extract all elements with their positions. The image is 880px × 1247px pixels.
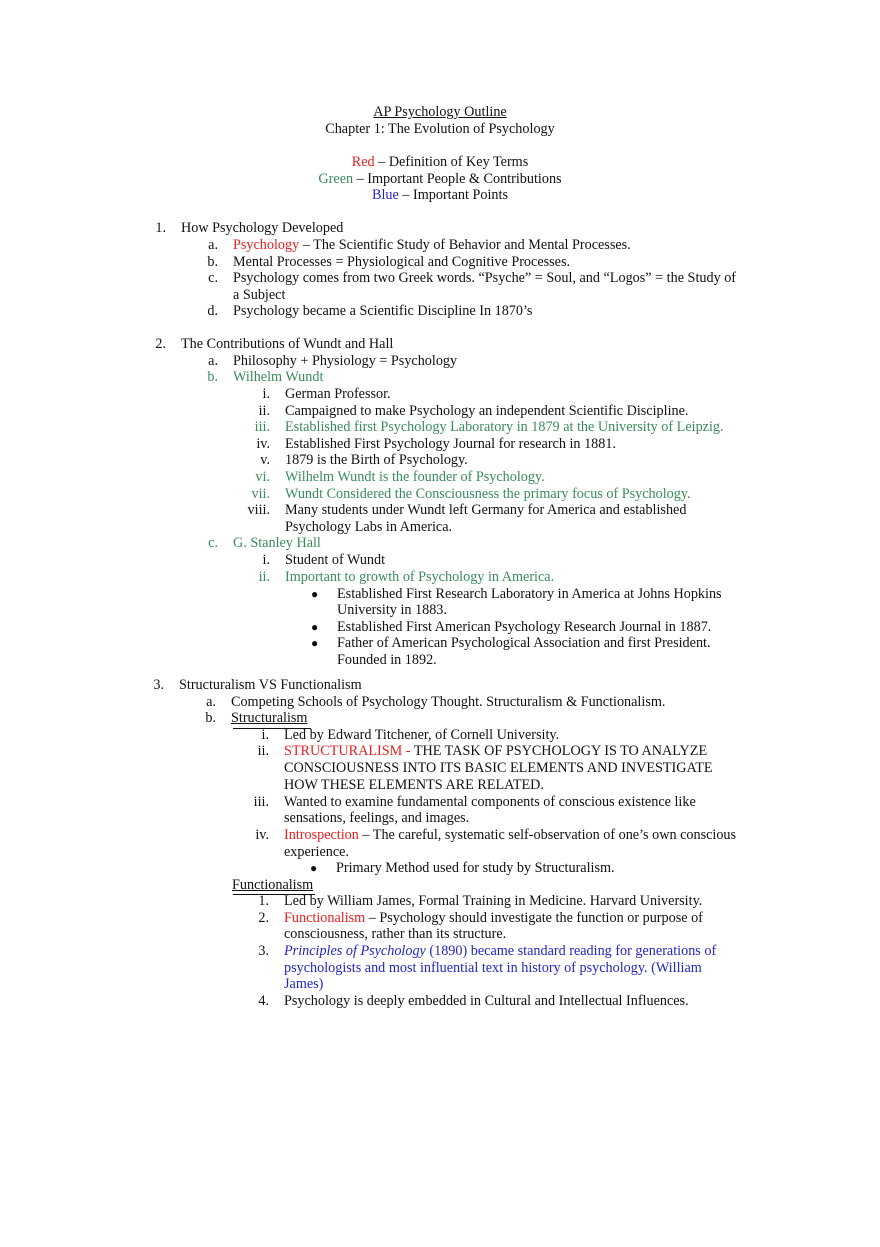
list-marker: v. [260,452,270,468]
list-marker: i. [262,386,270,402]
list-item: Principles of Psychology (1890) became standard reading for generations of [284,943,717,959]
list-item-continued: experience. [284,844,349,860]
list-item: Wilhelm Wundt is the founder of Psychology. [285,469,545,485]
list-item: STRUCTURALISM - THE TASK OF PSYCHOLOGY IS TO ANALYZE [284,743,708,759]
list-item-continued: Psychology Labs in America. [285,519,453,535]
section-number: 2. [155,336,166,352]
list-marker: i. [261,727,269,743]
outline-title: AP Psychology Outline [373,104,507,120]
list-marker: ii. [257,743,269,759]
bullet-item-continued: University in 1883. [337,602,447,618]
list-marker: ii. [258,569,270,585]
list-marker: a. [208,237,218,253]
list-marker: 1. [258,893,269,909]
list-item: Many students under Wundt left Germany for America and established [285,502,687,518]
list-marker: iv. [256,436,270,452]
list-item: 1879 is the Birth of Psychology. [285,452,468,468]
legend-red: Red – Definition of Key Terms [351,154,529,170]
list-item-continued: sensations, feelings, and images. [284,810,470,826]
list-marker: i. [262,552,270,568]
list-item: Campaigned to make Psychology an independent Scientific Discipline. [285,403,689,419]
legend-green: Green – Important People & Contributions [318,171,562,187]
list-marker: viii. [247,502,270,518]
bullet-marker: ● [311,636,319,650]
list-marker: vii. [251,486,270,502]
list-marker: 4. [258,993,269,1009]
section-number: 3. [153,677,164,693]
list-item-continued: consciousness, rather than its structure. [284,926,507,942]
list-item: Philosophy + Physiology = Psychology [233,353,458,369]
list-item: Introspection – The careful, systematic self-observation of one’s own conscious [284,827,737,843]
list-item: Led by Edward Titchener, of Cornell University. [284,727,560,743]
list-marker: b. [207,369,218,385]
subsection-heading: Structuralism [231,710,308,726]
list-item: Established first Psychology Laboratory in 1879 at the University of Leipzig. [285,419,724,435]
list-item: Mental Processes = Physiological and Cognitive Processes. [233,254,571,270]
subsection-heading: Functionalism [232,877,314,893]
list-marker: 3. [258,943,269,959]
list-marker: iv. [255,827,269,843]
list-item: Important to growth of Psychology in America. [285,569,555,585]
list-item: Functionalism – Psychology should investigate the function or purpose of [284,910,703,926]
list-marker: ii. [258,403,270,419]
list-item: Wanted to examine fundamental components of conscious existence like [284,794,696,810]
list-marker: a. [206,694,216,710]
bullet-marker: ● [311,587,319,601]
bullet-item: Primary Method used for study by Structuralism. [336,860,615,876]
bullet-item-continued: Founded in 1892. [337,652,437,668]
list-item: Psychology became a Scientific Discipline In 1870’s [233,303,533,319]
bullet-item: Father of American Psychological Association and first President. [337,635,711,651]
list-item-continued: CONSCIOUSNESS INTO ITS BASIC ELEMENTS AND INVESTIGATE [284,760,713,776]
list-marker: c. [208,535,218,551]
person-heading: Wilhelm Wundt [233,369,324,385]
list-marker: b. [205,710,216,726]
list-item-continued: HOW THESE ELEMENTS ARE RELATED. [284,777,544,793]
list-marker: iii. [253,794,269,810]
list-item: Psychology – The Scientific Study of Behavior and Mental Processes. [233,237,631,253]
legend-blue: Blue – Important Points [372,187,508,203]
section-heading: The Contributions of Wundt and Hall [181,336,394,352]
list-item-continued: James) [284,976,324,992]
bullet-marker: ● [310,861,318,875]
list-item: German Professor. [285,386,391,402]
section-number: 1. [155,220,166,236]
bullet-item: Established First Research Laboratory in America at Johns Hopkins [337,586,722,602]
list-marker: b. [207,254,218,270]
list-marker: vi. [255,469,270,485]
bullet-item: Established First American Psychology Research Journal in 1887. [337,619,712,635]
list-item: Competing Schools of Psychology Thought. Structuralism & Functionalism. [231,694,666,710]
list-item-continued: psychologists and most influential text in history of psychology. (William [284,960,702,976]
section-heading: Structuralism VS Functionalism [179,677,362,693]
list-marker: 2. [258,910,269,926]
list-item: Psychology comes from two Greek words. “Psyche” = Soul, and “Logos” = the Study of [233,270,737,286]
person-heading: G. Stanley Hall [233,535,321,551]
list-item: Led by William James, Formal Training in Medicine. Harvard University. [284,893,703,909]
list-marker: c. [208,270,218,286]
list-marker: iii. [254,419,270,435]
list-item: Wundt Considered the Consciousness the primary focus of Psychology. [285,486,691,502]
list-marker: d. [207,303,218,319]
list-item: Established First Psychology Journal for research in 1881. [285,436,616,452]
list-item: Student of Wundt [285,552,386,568]
list-marker: a. [208,353,218,369]
bullet-marker: ● [311,620,319,634]
section-heading: How Psychology Developed [181,220,344,236]
list-item: Psychology is deeply embedded in Cultural and Intellectual Influences. [284,993,689,1009]
chapter-title: Chapter 1: The Evolution of Psychology [325,121,555,137]
list-item-continued: a Subject [233,287,286,303]
